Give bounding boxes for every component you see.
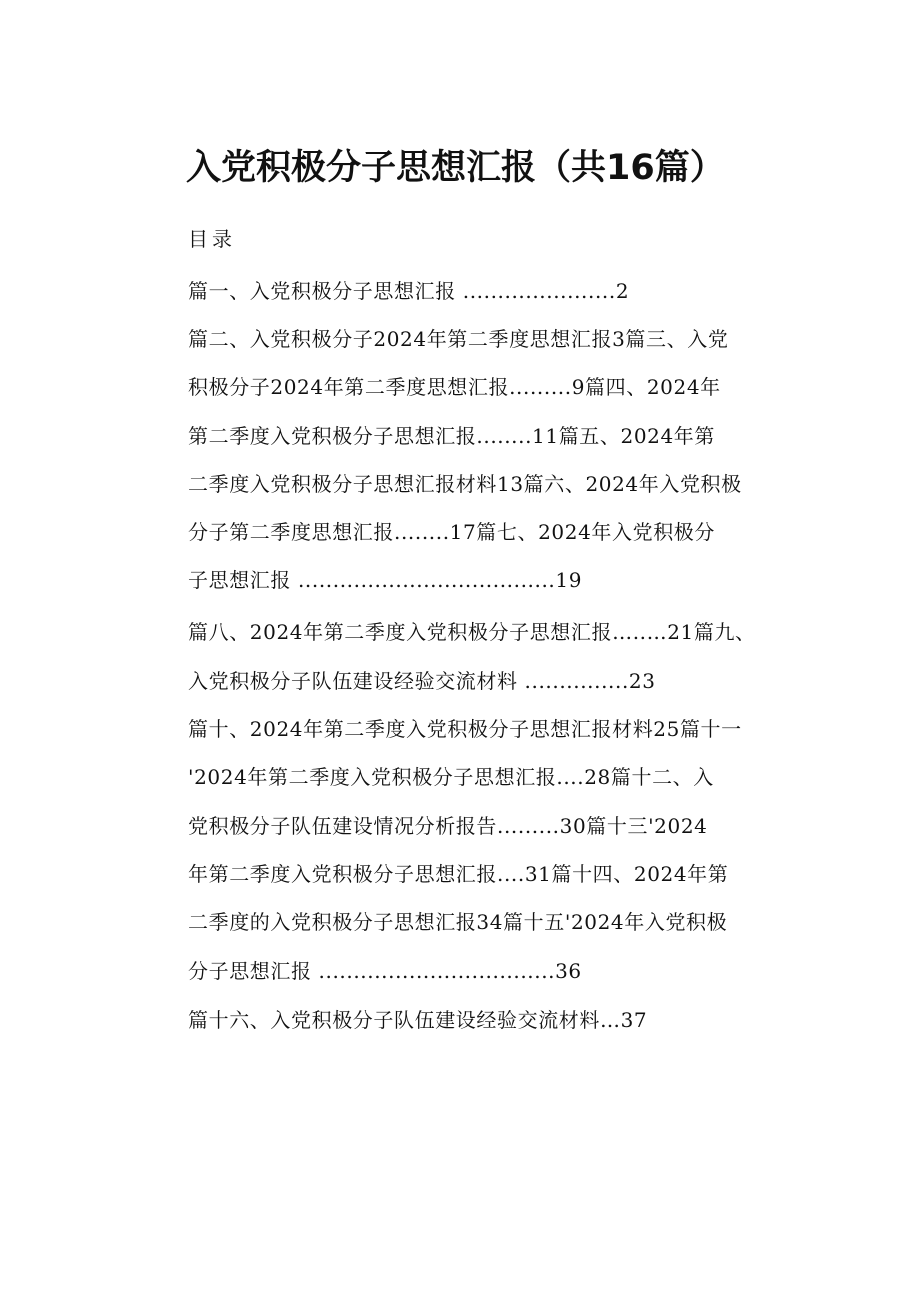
toc-line: 篇十六、入党积极分子队伍建设经验交流材料…37 (188, 1008, 648, 1032)
toc-line: 年第二季度入党积极分子思想汇报....31篇十四、2024年第 (188, 862, 729, 886)
toc-line: 篇十、2024年第二季度入党积极分子思想汇报材料25篇十一 (188, 717, 742, 741)
toc-line: 分子思想汇报 ..................................36 (188, 959, 582, 983)
toc-line: 二季度的入党积极分子思想汇报34篇十五'2024年入党积极 (188, 910, 728, 934)
toc-line: 入党积极分子队伍建设经验交流材料 ...............23 (188, 669, 656, 693)
toc-line: 篇八、2024年第二季度入党积极分子思想汇报…..…21篇九、 (188, 620, 756, 644)
toc-line: 积极分子2024年第二季度思想汇报.........9篇四、2024年 (188, 375, 721, 399)
toc-line: 子思想汇报 .....................................19 (188, 568, 583, 592)
toc-line: '2024年第二季度入党积极分子思想汇报....28篇十二、入 (188, 765, 714, 789)
document-title: 入党积极分子思想汇报（共16篇） (186, 148, 725, 188)
toc-line: 篇一、入党积极分子思想汇报 ......................2 (188, 279, 630, 303)
toc-line: 篇二、入党积极分子2024年第二季度思想汇报3篇三、入党 (188, 327, 729, 351)
toc-line: 分子第二季度思想汇报........17篇七、2024年入党积极分 (188, 520, 716, 544)
toc-heading: 目录 (188, 227, 236, 251)
toc-line: 党积极分子队伍建设情况分析报告.........30篇十三'2024 (188, 814, 708, 838)
toc-line: 第二季度入党积极分子思想汇报........11篇五、2024年第 (188, 424, 716, 448)
toc-line: 二季度入党积极分子思想汇报材料13篇六、2024年入党积极 (188, 472, 742, 496)
